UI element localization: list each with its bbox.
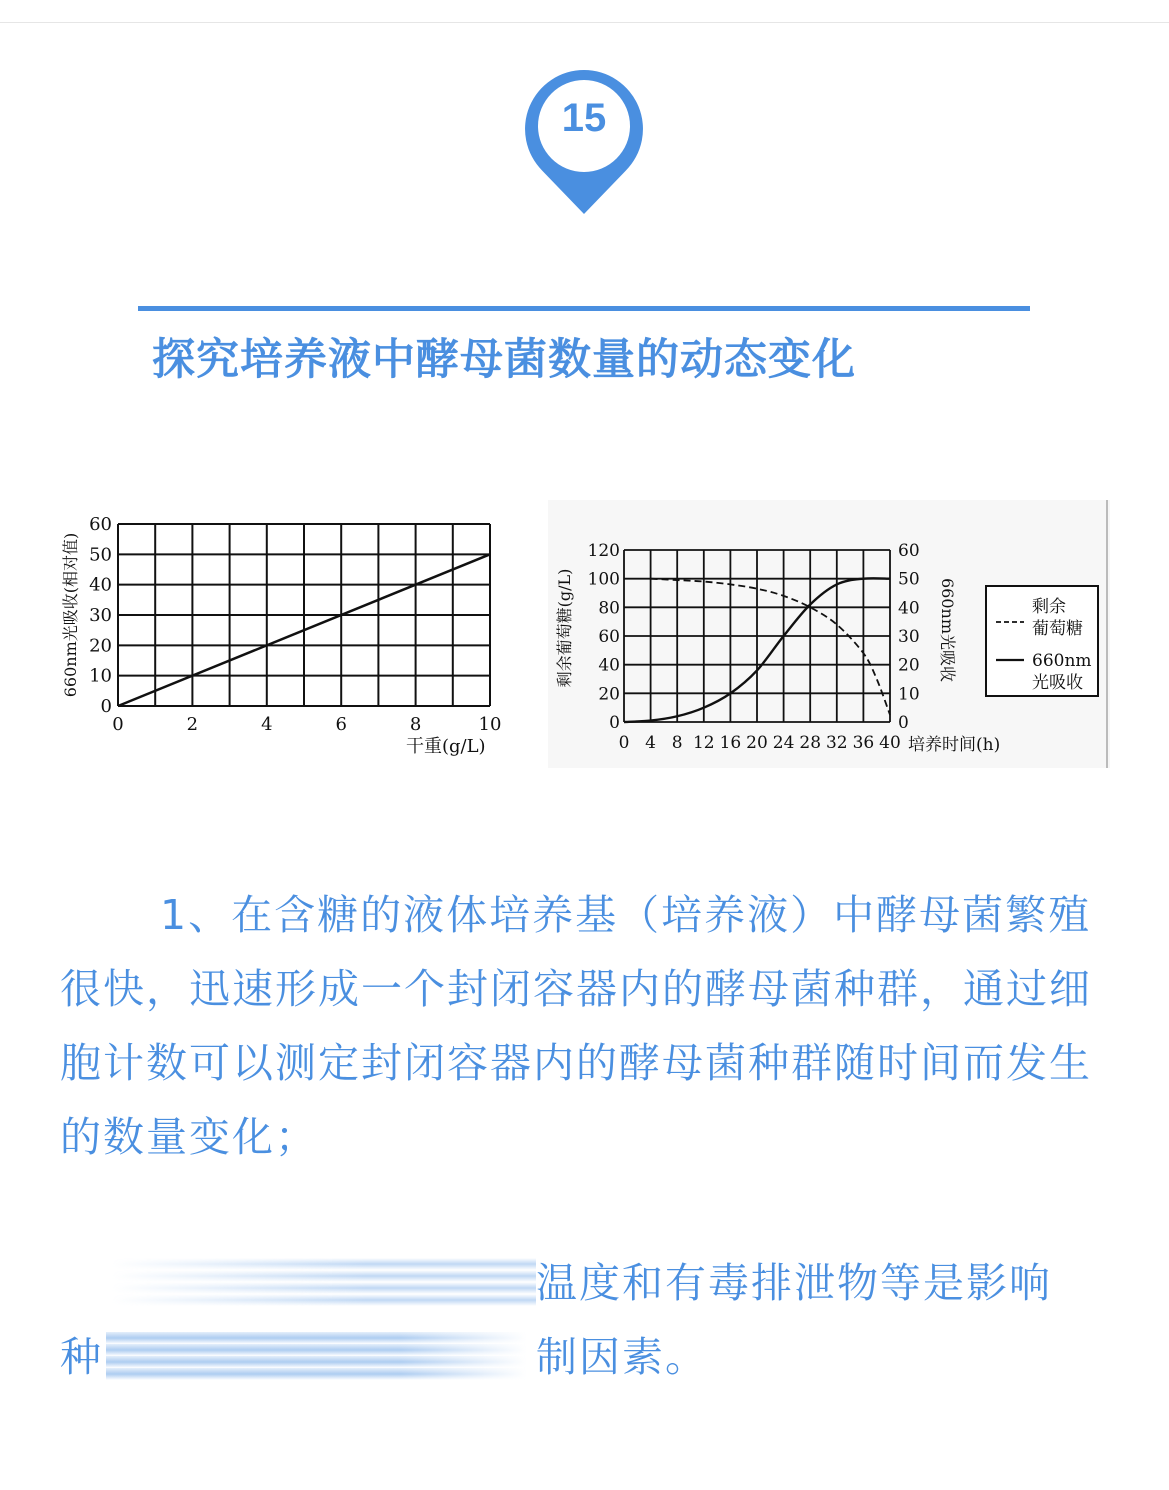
chart-2-x-tick: 36 [852,733,875,753]
paragraph-2-line-1: 温度和有毒排泄物等是影响 [536,1259,1052,1307]
chart-2-x-tick: 12 [692,733,715,753]
chart-2-x-label: 培养时间(h) [908,735,1001,755]
chart-1-x-tick: 6 [335,714,347,735]
chart-2-y-left-tick: 60 [598,627,620,647]
chart-2-x-tick: 8 [671,733,683,753]
chart-1-x-tick: 10 [478,714,502,735]
chart-1-x-tick: 4 [261,714,273,735]
chart-1-y-tick: 10 [89,665,112,687]
chart-2-x-tick: 24 [772,733,795,753]
chart-1-y-tick: 0 [100,696,112,717]
chart-1-y-label: 660nm光吸收(相对值) [61,532,80,698]
location-pin-icon [521,66,647,218]
chart-1-x-tick: 2 [186,714,199,735]
chart-2-y-right-tick: 60 [898,541,920,561]
figure [58,500,1110,768]
chart-1-y-tick: 40 [89,574,112,596]
chart-1-y-tick: 60 [89,514,112,535]
chart-2-legend-label: 660nm [1032,651,1092,671]
chart-2-y-right-tick: 50 [898,569,920,590]
chart-2-y-right-tick: 0 [898,713,909,733]
paragraph-1: 1、在含糖的液体培养基（培养液）中酵母菌繁殖很快，迅速形成一个封闭容器内的酵母菌种群，通过细胞计数可以测定封闭容器内的酵母菌种群随时间而发生的数量变化； [60,891,1092,1161]
blur-overlay [112,1258,536,1306]
chart-2-x-tick: 20 [746,733,768,753]
chart-2-legend-label: 剩余 [1032,597,1066,617]
chart-1-x-tick: 8 [409,714,422,735]
chart-2-x-tick: 28 [799,733,822,753]
paragraph-2-line-2-head: 种 [60,1333,103,1381]
step-badge [521,66,647,218]
chart-2-x-tick: 32 [825,733,848,753]
chart-2-legend-label: 光吸收 [1032,673,1083,693]
chart-1-y-tick: 50 [89,544,112,566]
blur-overlay [106,1332,526,1380]
chart-2-y-right-tick: 10 [898,684,920,705]
chart-2-x-tick: 0 [618,733,630,753]
chart-2-x-tick: 4 [645,733,657,753]
chart-2-y-left-tick: 20 [598,684,620,705]
chart-2-y-left-tick: 100 [587,569,620,590]
chart-2-y-left-tick: 0 [609,713,620,733]
chart-2-y-left-tick: 40 [598,655,620,676]
chart-1-x-tick: 0 [112,714,124,735]
chart-2-y-right-tick: 20 [898,655,920,676]
chart-1-x-label: 干重(g/L) [406,736,486,757]
chart-2-y-right-label: 660nm光吸收 [938,577,957,683]
chart-2-legend-label: 葡萄糖 [1032,619,1083,639]
chart-2-y-left-tick: 80 [598,598,620,619]
chart-2-y-left-tick: 120 [587,541,620,561]
paragraph-2-line-2-tail: 制因素。 [536,1333,708,1381]
chart-2-y-right-tick: 30 [898,627,920,647]
title-underline [138,306,1030,311]
charts-figure [58,500,1110,768]
step-number: 15 [561,96,607,140]
section-title: 探究培养液中酵母菌数量的动态变化 [152,335,856,385]
chart-2-x-tick: 40 [879,733,901,753]
top-divider [0,22,1169,23]
chart-2-y-right-tick: 40 [898,598,920,619]
chart-1-y-tick: 30 [89,605,112,626]
chart-1-y-tick: 20 [89,635,112,657]
chart-2-x-tick: 16 [719,733,742,753]
chart-2-y-left-label: 剩余葡萄糖(g/L) [555,568,574,688]
